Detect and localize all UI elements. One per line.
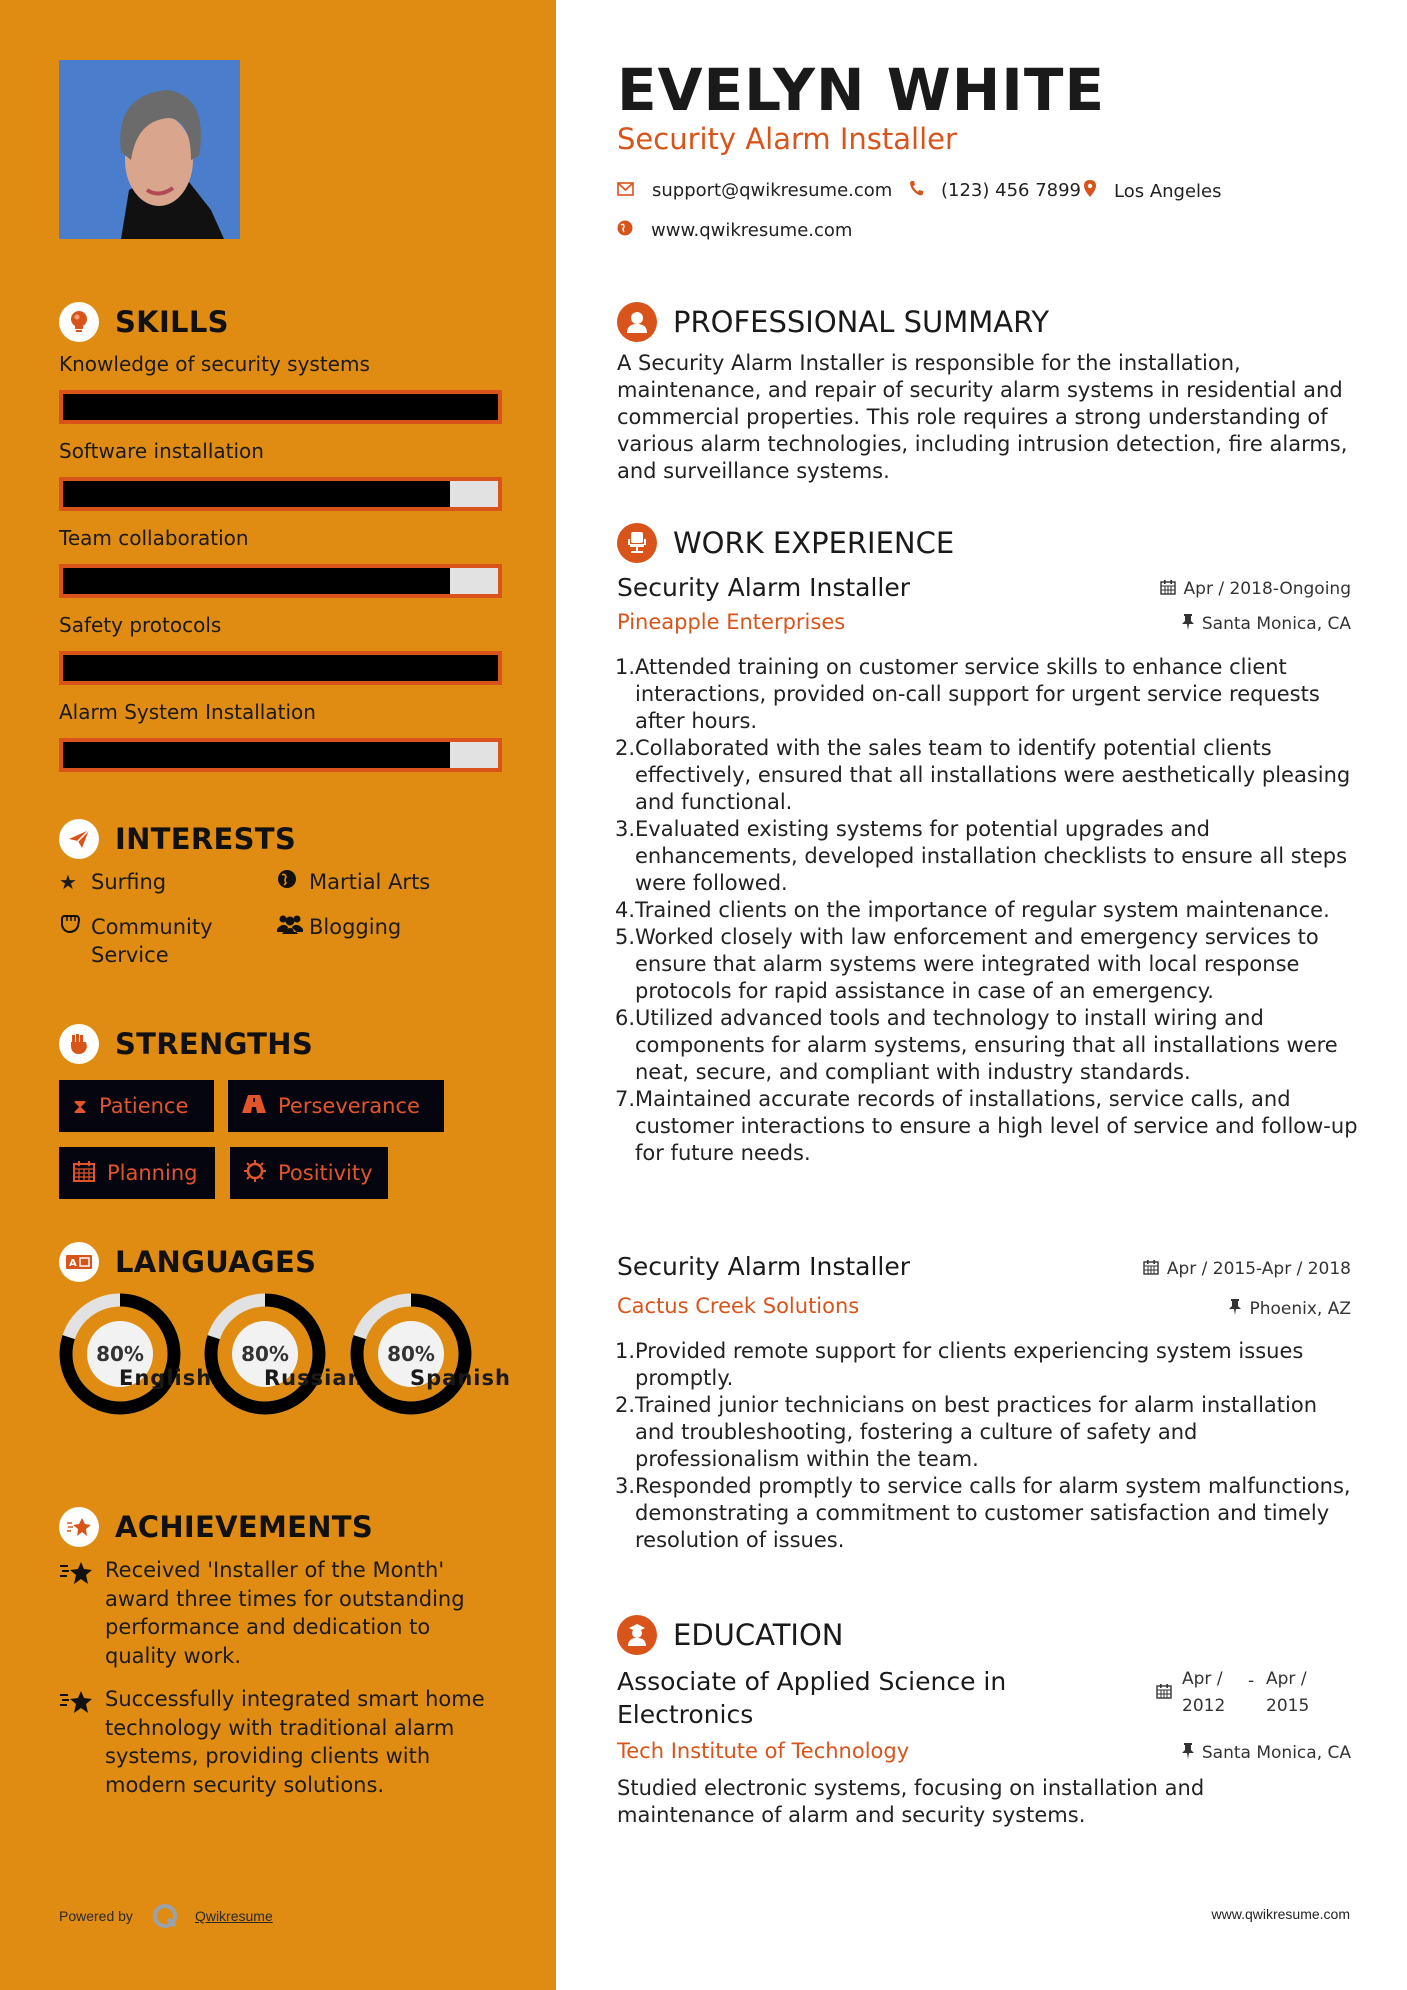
pushpin-icon [1182, 1743, 1194, 1763]
sidebar [0, 0, 556, 1990]
strength-chip: Perseverance [228, 1080, 444, 1132]
skill-bar-fill [63, 568, 450, 594]
shooting-star-icon [59, 1507, 99, 1547]
globe-icon [617, 220, 633, 241]
skill-bar-fill [63, 655, 498, 681]
summary-heading: PROFESSIONAL SUMMARY [617, 302, 1049, 342]
skill-bar [59, 390, 502, 424]
strength-chip: Positivity [230, 1147, 388, 1199]
skill-bar [59, 738, 502, 772]
language-ring [349, 1292, 473, 1416]
pushpin-icon [1182, 614, 1194, 634]
powered-by: Powered by Qwikresume [59, 1902, 273, 1930]
achievement-item: Received 'Installer of the Month' award three times for outstanding performance and dedication to quality work. [59, 1556, 499, 1670]
skill-label: Safety protocols [59, 613, 222, 637]
achievement-item: Successfully integrated smart home technology with traditional alarm systems, providing clients with modern security solutions. [59, 1685, 499, 1799]
company-name: Cactus Creek Solutions [617, 1294, 860, 1318]
duty-item: 6. Utilized advanced tools and technology to install wiring and components for alarm systems, ensuring that all installations were neat, secure, and compliant with industry standards. [615, 1006, 1338, 1084]
contact-email: support@qwikresume.com [617, 180, 892, 201]
skill-bar [59, 651, 502, 685]
language-ring [58, 1292, 182, 1416]
translate-icon [59, 1242, 99, 1282]
education-dates: Apr / 2012 - Apr / 2015 [1156, 1666, 1332, 1720]
calendar-icon [73, 1160, 95, 1187]
office-chair-icon [617, 523, 657, 563]
envelope-icon [617, 181, 634, 201]
job-location: Santa Monica, CA [1182, 614, 1351, 634]
skill-item [59, 700, 502, 772]
education-heading: EDUCATION [617, 1615, 844, 1655]
school-name: Tech Institute of Technology [617, 1739, 910, 1763]
star-icon: ★ [59, 870, 77, 894]
language-item [203, 1292, 364, 1416]
users-icon [277, 913, 309, 941]
skill-label: Knowledge of security systems [59, 352, 370, 376]
company-name: Pineapple Enterprises [617, 610, 846, 634]
qwikresume-link[interactable]: Qwikresume [194, 1908, 273, 1924]
raised-fist-icon [59, 1024, 99, 1064]
duty-item: 2. Collaborated with the sales team to identify potential clients effectively, ensured that all installations were aesthetically pleasing and functional. [615, 736, 1351, 814]
education-start: Apr / 2012 [1182, 1669, 1226, 1716]
skill-label: Alarm System Installation [59, 700, 316, 724]
duty-item: 3. Responded promptly to service calls for alarm system malfunctions, demonstrating a commitment to customer satisfaction and timely resolution of issues. [615, 1474, 1351, 1552]
pushpin-icon [1229, 1299, 1241, 1319]
language-name: Spanish [410, 1366, 511, 1390]
duty-item: 4. Trained clients on the importance of regular system maintenance. [615, 898, 1330, 922]
experience-heading: WORK EXPERIENCE [617, 523, 954, 563]
duty-item: 7. Maintained accurate records of installations, service calls, and customer interactions to ensure a high level of service and follow-up for future needs. [615, 1087, 1358, 1165]
skill-label: Software installation [59, 439, 264, 463]
languages-heading: A LANGUAGES [59, 1242, 316, 1282]
contact-phone: (123) 456 7899 [909, 180, 1081, 201]
hourglass-icon: ⧗ [73, 1094, 88, 1118]
skill-bar-fill [63, 742, 450, 768]
language-item [349, 1292, 511, 1416]
paper-plane-icon [59, 819, 99, 859]
education-description: Studied electronic systems, focusing on installation and maintenance of alarm and security systems. [617, 1776, 1205, 1827]
skill-item [59, 613, 502, 685]
skills-heading: SKILLS [59, 302, 229, 342]
skill-item [59, 526, 502, 598]
calendar-icon [1143, 1259, 1159, 1279]
strengths-heading: STRENGTHS [59, 1024, 313, 1064]
map-pin-icon [1084, 180, 1096, 202]
skill-bar [59, 564, 502, 598]
skill-bar-fill [63, 394, 498, 420]
job-title: Security Alarm Installer [617, 1252, 911, 1281]
summary-text: A Security Alarm Installer is responsible for the installation, maintenance, and repair of security alarm systems in residential and commercial properties. This role requires a strong understanding of various alarm technologies, including intrusion detection, fire alarms, and surveillance systems. [617, 351, 1348, 483]
sun-icon [244, 1160, 266, 1187]
degree-title: Associate of Applied Science in Electronics [617, 1667, 1007, 1729]
svg-text:A: A [69, 1258, 77, 1269]
duty-item: 5. Worked closely with law enforcement and emergency services to ensure that alarm systems were integrated with local response protocols for rapid assistance in case of an emergency. [615, 925, 1319, 1003]
interest-item: Community Service [59, 913, 259, 969]
skill-bar-fill [63, 481, 450, 507]
language-ring [203, 1292, 327, 1416]
language-percent: 80% [232, 1321, 298, 1387]
globe-icon [277, 868, 309, 896]
job-duties [617, 1338, 1362, 1554]
shooting-star-icon [59, 1556, 105, 1670]
job-duties [617, 654, 1362, 1167]
job-location: Phoenix, AZ [1229, 1299, 1351, 1319]
job-dates: Apr / 2018-Ongoing [1160, 579, 1351, 599]
education-location: Santa Monica, CA [1182, 1743, 1351, 1763]
job-dates: Apr / 2015-Apr / 2018 [1143, 1259, 1351, 1279]
strength-chip: ⧗ Patience [59, 1080, 214, 1132]
main-content [556, 0, 1407, 1990]
language-name: English [119, 1366, 213, 1390]
strength-chip: Planning [59, 1147, 215, 1199]
graduate-icon [617, 1615, 657, 1655]
calendar-icon [1156, 1666, 1172, 1720]
interests-heading: INTERESTS [59, 819, 296, 859]
user-icon [617, 302, 657, 342]
shooting-star-icon [59, 1685, 105, 1799]
interest-item: ★ Surfing [59, 870, 167, 894]
contact-website: www.qwikresume.com [617, 220, 852, 241]
language-name: Russian [264, 1366, 364, 1390]
profile-photo [59, 60, 240, 239]
duty-item: 1. Provided remote support for clients experiencing system issues promptly. [615, 1339, 1304, 1390]
language-item [58, 1292, 213, 1416]
interest-item: Blogging [277, 913, 401, 941]
footer-website[interactable]: www.qwikresume.com [1211, 1906, 1350, 1922]
phone-icon [909, 180, 923, 201]
skill-label: Team collaboration [59, 526, 249, 550]
language-percent: 80% [378, 1321, 444, 1387]
road-icon [242, 1094, 266, 1118]
skill-item [59, 439, 502, 511]
skill-bar [59, 477, 502, 511]
qwikresume-logo-icon [151, 1902, 179, 1930]
candidate-name: EVELYN WHITE [617, 56, 1106, 124]
achievements-heading: ACHIEVEMENTS [59, 1507, 373, 1547]
lightbulb-icon [59, 302, 99, 342]
skill-item [59, 352, 502, 424]
job-title: Security Alarm Installer [617, 573, 911, 602]
fist-icon [59, 913, 91, 969]
contact-location: Los Angeles [1084, 180, 1222, 202]
language-percent: 80% [87, 1321, 153, 1387]
education-end: Apr / 2015 [1266, 1669, 1310, 1716]
duty-item: 2. Trained junior technicians on best practices for alarm installation and troubleshooting, fostering a culture of safety and professionalism within the team. [615, 1393, 1318, 1471]
calendar-icon [1160, 579, 1176, 599]
duty-item: 1. Attended training on customer service skills to enhance client interactions, provided on-call support for urgent service requests after hours. [615, 655, 1320, 733]
interest-item: Martial Arts [277, 868, 430, 896]
duty-item: 3. Evaluated existing systems for potential upgrades and enhancements, developed installation checklists to ensure all steps were followed. [615, 817, 1348, 895]
candidate-title: Security Alarm Installer [617, 122, 957, 156]
